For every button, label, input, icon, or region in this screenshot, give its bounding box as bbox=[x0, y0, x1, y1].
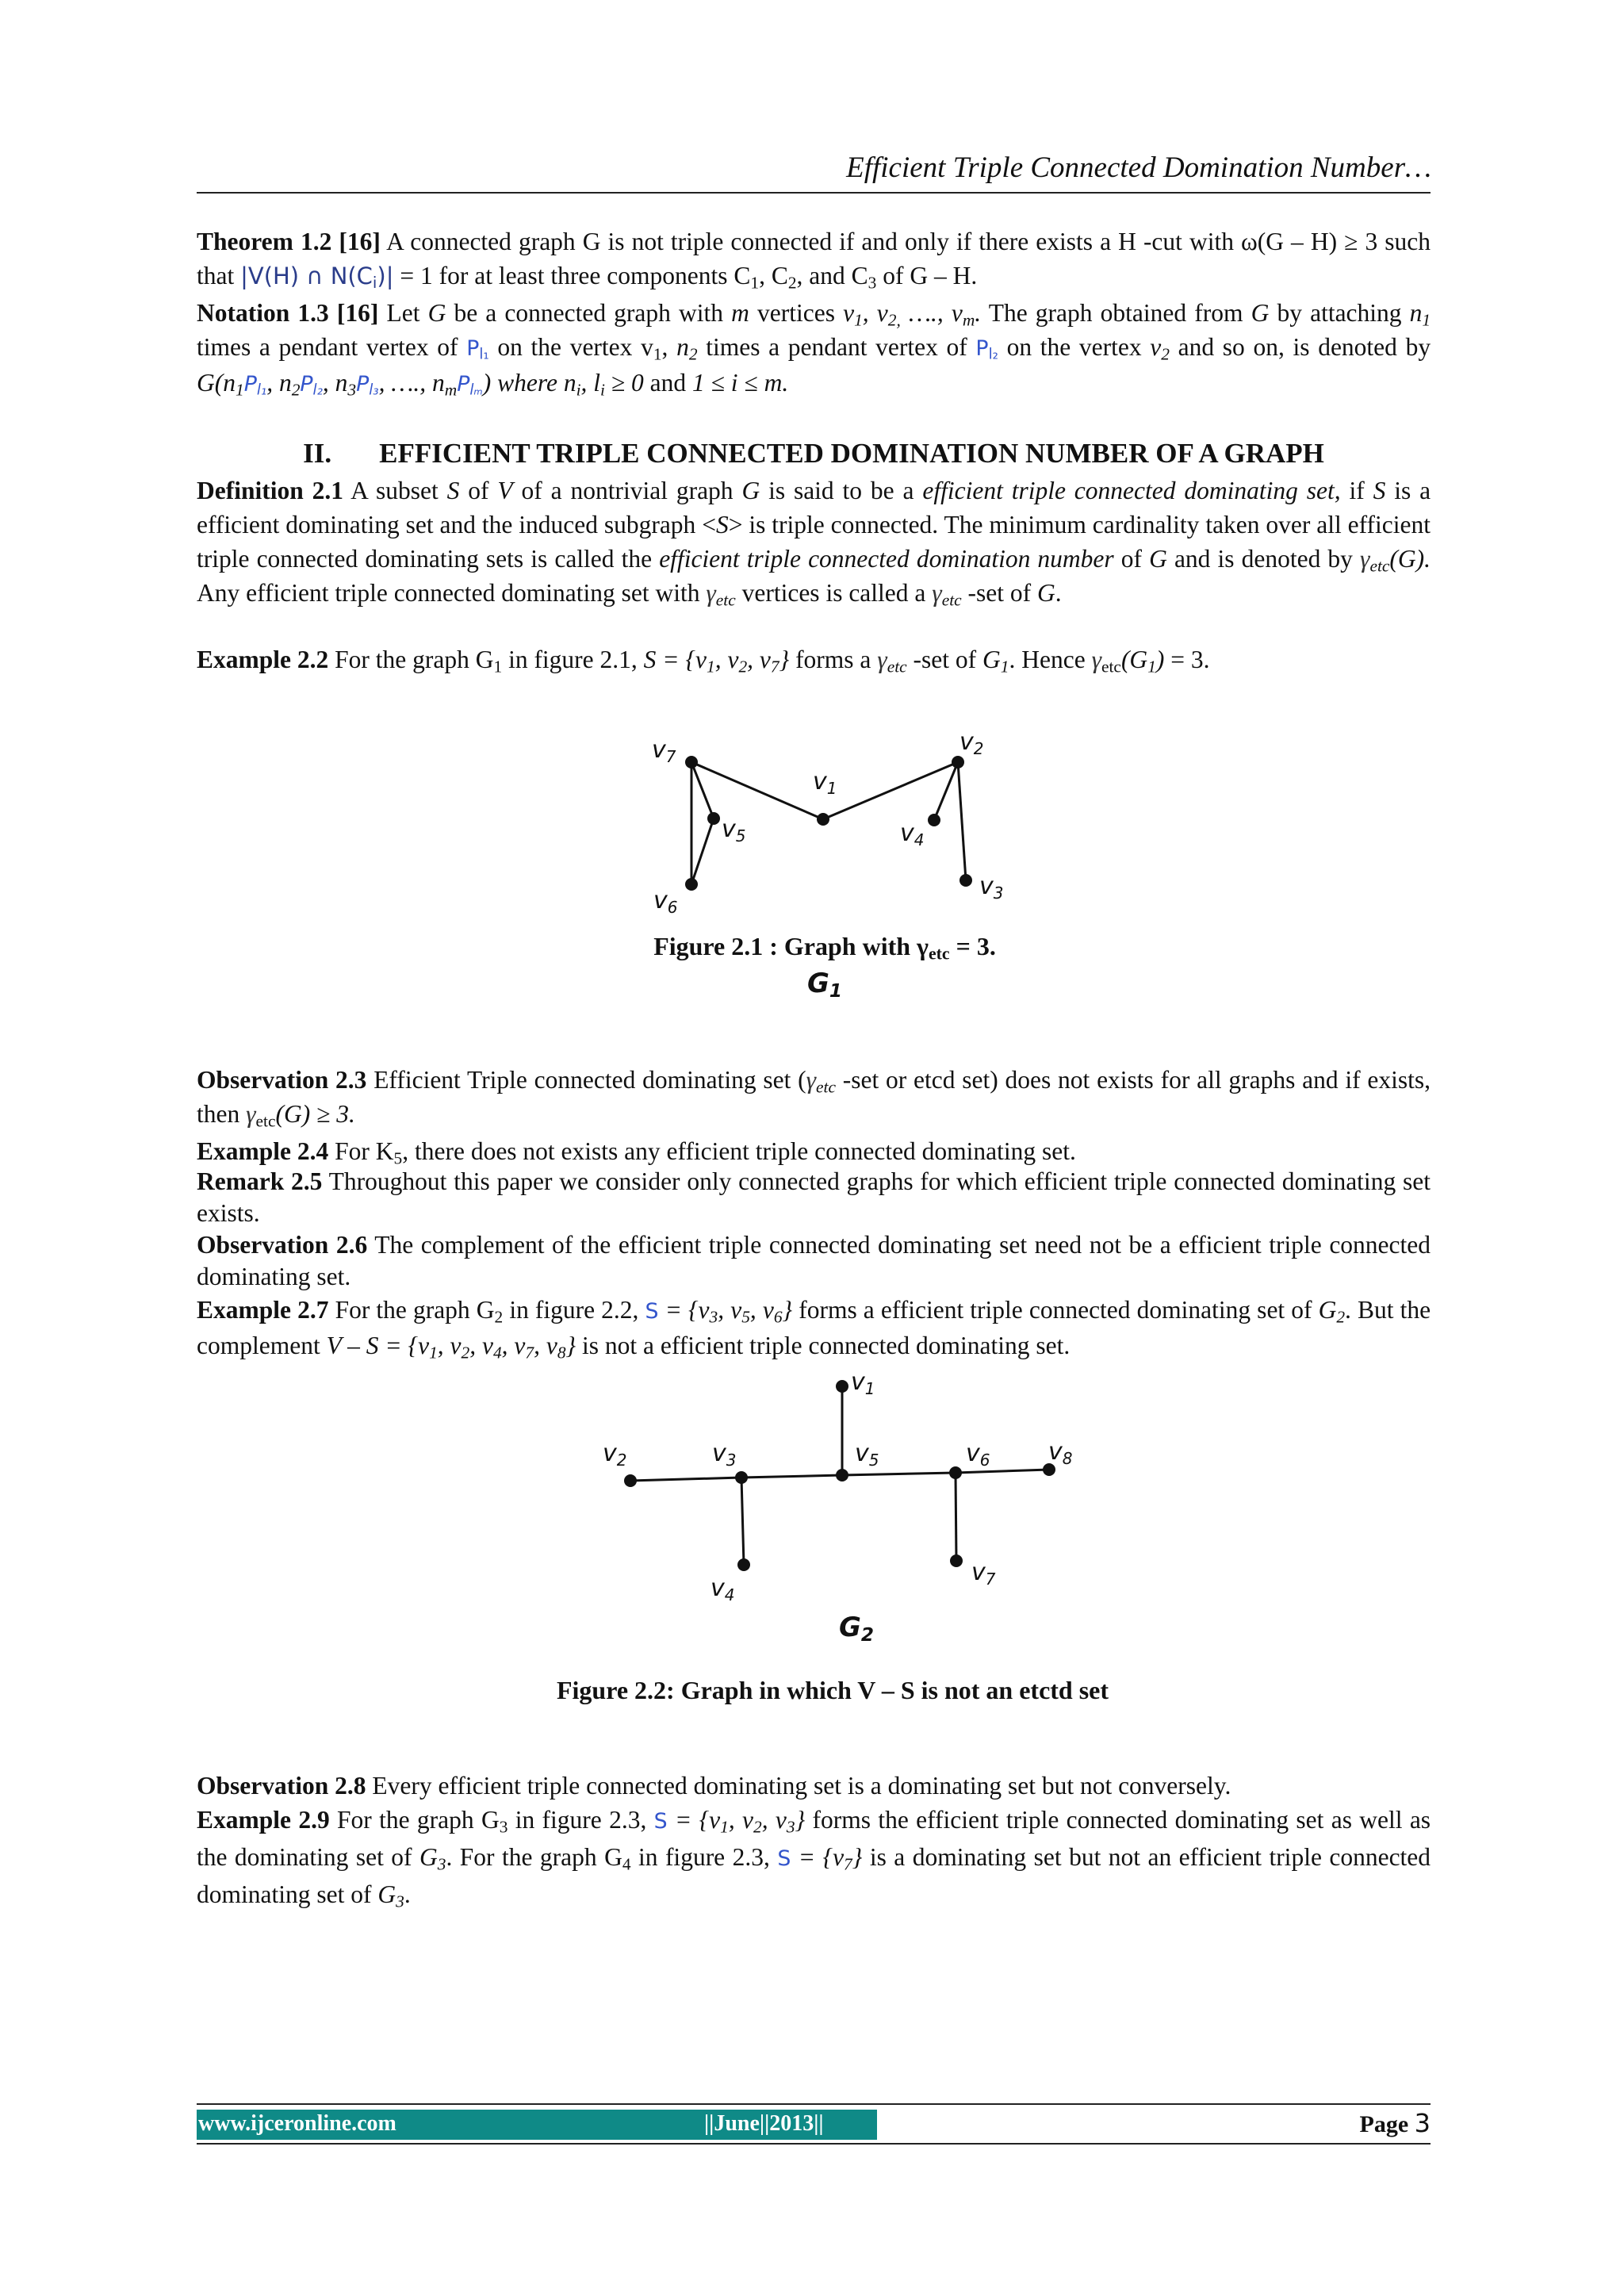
svg-text:v3: $v_3$ bbox=[712, 1439, 737, 1470]
vertex-v2 bbox=[624, 1474, 637, 1487]
journal-website-link[interactable]: www.ijceronline.com bbox=[198, 2111, 396, 2136]
definition-2-1: Definition 2.1 A subset S of V of a nontrivial graph G is said to be a efficient triple connected dominating set, if S is a efficient dominating set and the induced subgraph <S> is triple connected. The minimum cardinality taken over all efficient triple connected dominating sets is called the efficient triple connected domination number of G and is denoted by $\gamma_{etc}(G)$. Any efficient triple connected dominating set with $\gamma_{etc}$ vertices is called a $\gamma_{etc}$ -set of G. bbox=[197, 477, 1431, 610]
example-2-4: Example 2.4 For $K_5$, there does not exists any efficient triple connected dominating set. bbox=[197, 1137, 1076, 1168]
path-symbol: $P_{l_1}$ bbox=[466, 336, 489, 363]
running-header: Efficient Triple Connected Domination Number… bbox=[846, 151, 1431, 184]
section-heading: II. EFFICIENT TRIPLE CONNECTED DOMINATION NUMBER OF A GRAPH bbox=[303, 438, 1324, 469]
figure-2-2 bbox=[587, 1364, 1094, 1634]
vertex-v5 bbox=[836, 1469, 848, 1481]
svg-text:v8: $v_8$ bbox=[1048, 1438, 1073, 1468]
footer-rule bbox=[197, 2103, 1431, 2105]
figure-2-1 bbox=[619, 718, 1031, 932]
edge-v3-v4 bbox=[741, 1478, 744, 1565]
notation-1-3: Notation 1.3 [16] Let G be a connected graph with m vertices $v_1$, $v_{2,}$ …., $v_m$. The graph obtained from G by attaching $n_1$ times a pendant vertex of $P_{l_1}$ on the vertex $v_1$, $n_2$ times a pendant vertex of $P_{l_2}$ on the vertex $v_2$ and so on, is denoted by $G(n_1P_{l_1}$, $n_2P_{l_2}$, $n_3P_{l_3}$, …., $n_mP_{l_m}$) where $n_i$, $l_i \ge 0$ and 1 ≤ i ≤ m. bbox=[197, 299, 1431, 400]
footer-rule-bottom bbox=[197, 2143, 1431, 2145]
vertex-v1 bbox=[836, 1380, 848, 1393]
vertex-v7 bbox=[950, 1554, 963, 1567]
vertex-v5 bbox=[707, 812, 720, 825]
theorem-1-2: Theorem 1.2 [16] A connected graph G is not triple connected if and only if there exists a H -cut with ω(G – H) ≥ 3 such that |V(H) ∩ $N(C_i)| = 1$ for at least three components $C_1$, $C_2$, and $C_3$ of G – H. bbox=[197, 228, 1431, 293]
svg-text:v4: $v_4$ bbox=[710, 1574, 735, 1604]
vertex-v1 bbox=[817, 813, 829, 826]
example-2-2: Example 2.2 For the graph $G_1$ in figure 2.1, $S = \{v_1$, $v_2$, $v_7$} forms a $\gamma_{etc}$ -set of $G_1$. Hence $\gamma_{etc}(G_1) = 3$. bbox=[197, 646, 1210, 677]
edge-v2-v3 bbox=[958, 762, 966, 880]
graph-label-g1: $G_1$ bbox=[806, 968, 842, 1002]
svg-text:v2: $v_2$ bbox=[959, 728, 984, 758]
figure-2-1-caption: Figure 2.1 : Graph with $\gamma_{etc} = 3$. bbox=[653, 932, 996, 964]
observation-2-3: Observation 2.3 Efficient Triple connected dominating set ($\gamma_{etc}$ -set or etcd set) does not exists for all graphs and if exists, then $\gamma_{etc}(G) \ge 3$. bbox=[197, 1066, 1431, 1131]
observation-2-6: Observation 2.6 The complement of the efficient triple connected dominating set need not be a efficient triple connected dominating set. bbox=[197, 1231, 1431, 1290]
svg-text:v6: $v_6$ bbox=[966, 1439, 990, 1470]
vertex-v6 bbox=[949, 1466, 962, 1479]
vertex-v6 bbox=[685, 878, 698, 891]
definition-label: Definition 2.1 bbox=[197, 477, 343, 504]
edge-v2-v3 bbox=[630, 1478, 741, 1481]
graph-label-g2: $G_2$ bbox=[838, 1612, 874, 1646]
svg-text:v4: $v_4$ bbox=[900, 819, 925, 849]
svg-text:v5: $v_5$ bbox=[855, 1439, 879, 1470]
vertex-v4 bbox=[737, 1558, 750, 1571]
vertex-v2 bbox=[952, 756, 964, 769]
theorem-label: Theorem 1.2 [16] bbox=[197, 228, 381, 255]
theorem-text-2: = 1 for at least three components C bbox=[400, 262, 751, 289]
svg-text:v5: $v_5$ bbox=[722, 815, 746, 845]
svg-text:v7: $v_7$ bbox=[652, 736, 676, 766]
example-2-7: Example 2.7 For the graph $G_2$ in figure 2.2, $S = \{v_3$, $v_5$, $v_6$} forms a efficient triple connected dominating set of $G_2$. But the complement $V - S = \{v_1$, $v_2$, $v_4$, $v_7$, $v_8$} is not a efficient triple connected dominating set. bbox=[197, 1296, 1431, 1363]
set-intersection-symbol: |V(H) ∩ $N(C_i)|$ bbox=[240, 263, 394, 292]
edge-v5-v6 bbox=[842, 1473, 956, 1475]
notation-label: Notation 1.3 [16] bbox=[197, 299, 379, 327]
edge-v6-v8 bbox=[956, 1470, 1049, 1473]
svg-text:v1: $v_1$ bbox=[813, 768, 837, 798]
vertex-v4 bbox=[928, 814, 940, 826]
svg-text:v7: $v_7$ bbox=[971, 1558, 996, 1589]
figure-2-2-caption: Figure 2.2: Graph in which V – S is not an etctd set bbox=[556, 1676, 1109, 1704]
observation-2-8: Observation 2.8 Every efficient triple connected dominating set is a dominating set but not conversely. bbox=[197, 1772, 1231, 1800]
header-rule bbox=[197, 192, 1431, 194]
path-symbol: $P_{l_2}$ bbox=[975, 336, 998, 363]
theorem-text-1: A connected graph G is not triple connected if and only if there exists a H -cut with ω(G – H) ≥ 3 such that bbox=[197, 228, 1431, 289]
svg-text:v2: $v_2$ bbox=[603, 1439, 627, 1470]
svg-text:v3: $v_3$ bbox=[979, 872, 1004, 903]
vertex-v7 bbox=[685, 756, 698, 769]
vertex-v3 bbox=[735, 1471, 748, 1484]
svg-text:v1: $v_1$ bbox=[851, 1368, 875, 1398]
vertex-v3 bbox=[959, 874, 972, 887]
remark-2-5: Remark 2.5 Throughout this paper we consider only connected graphs for which efficient triple connected dominating set exists. bbox=[197, 1167, 1431, 1227]
example-2-9: Example 2.9 For the graph $G_3$ in figure 2.3, $S = \{v_1$, $v_2$, $v_3$} forms the efficient triple connected dominating set as well as the dominating set of $G_3$. For the graph $G_4$ in figure 2.3, $S = \{v_7\}$ is a dominating set but not an efficient triple connected dominating set of $G_3$. bbox=[197, 1806, 1431, 1911]
page-number: Page 3 bbox=[1359, 2108, 1431, 2138]
issue-date: ||June||2013|| bbox=[704, 2111, 824, 2136]
observation-label: Observation 2.3 bbox=[197, 1066, 367, 1094]
edge-v5-v6 bbox=[691, 818, 714, 884]
example-label: Example 2.2 bbox=[197, 646, 329, 673]
edge-v3-v5 bbox=[741, 1475, 842, 1478]
svg-text:v6: $v_6$ bbox=[653, 887, 678, 917]
